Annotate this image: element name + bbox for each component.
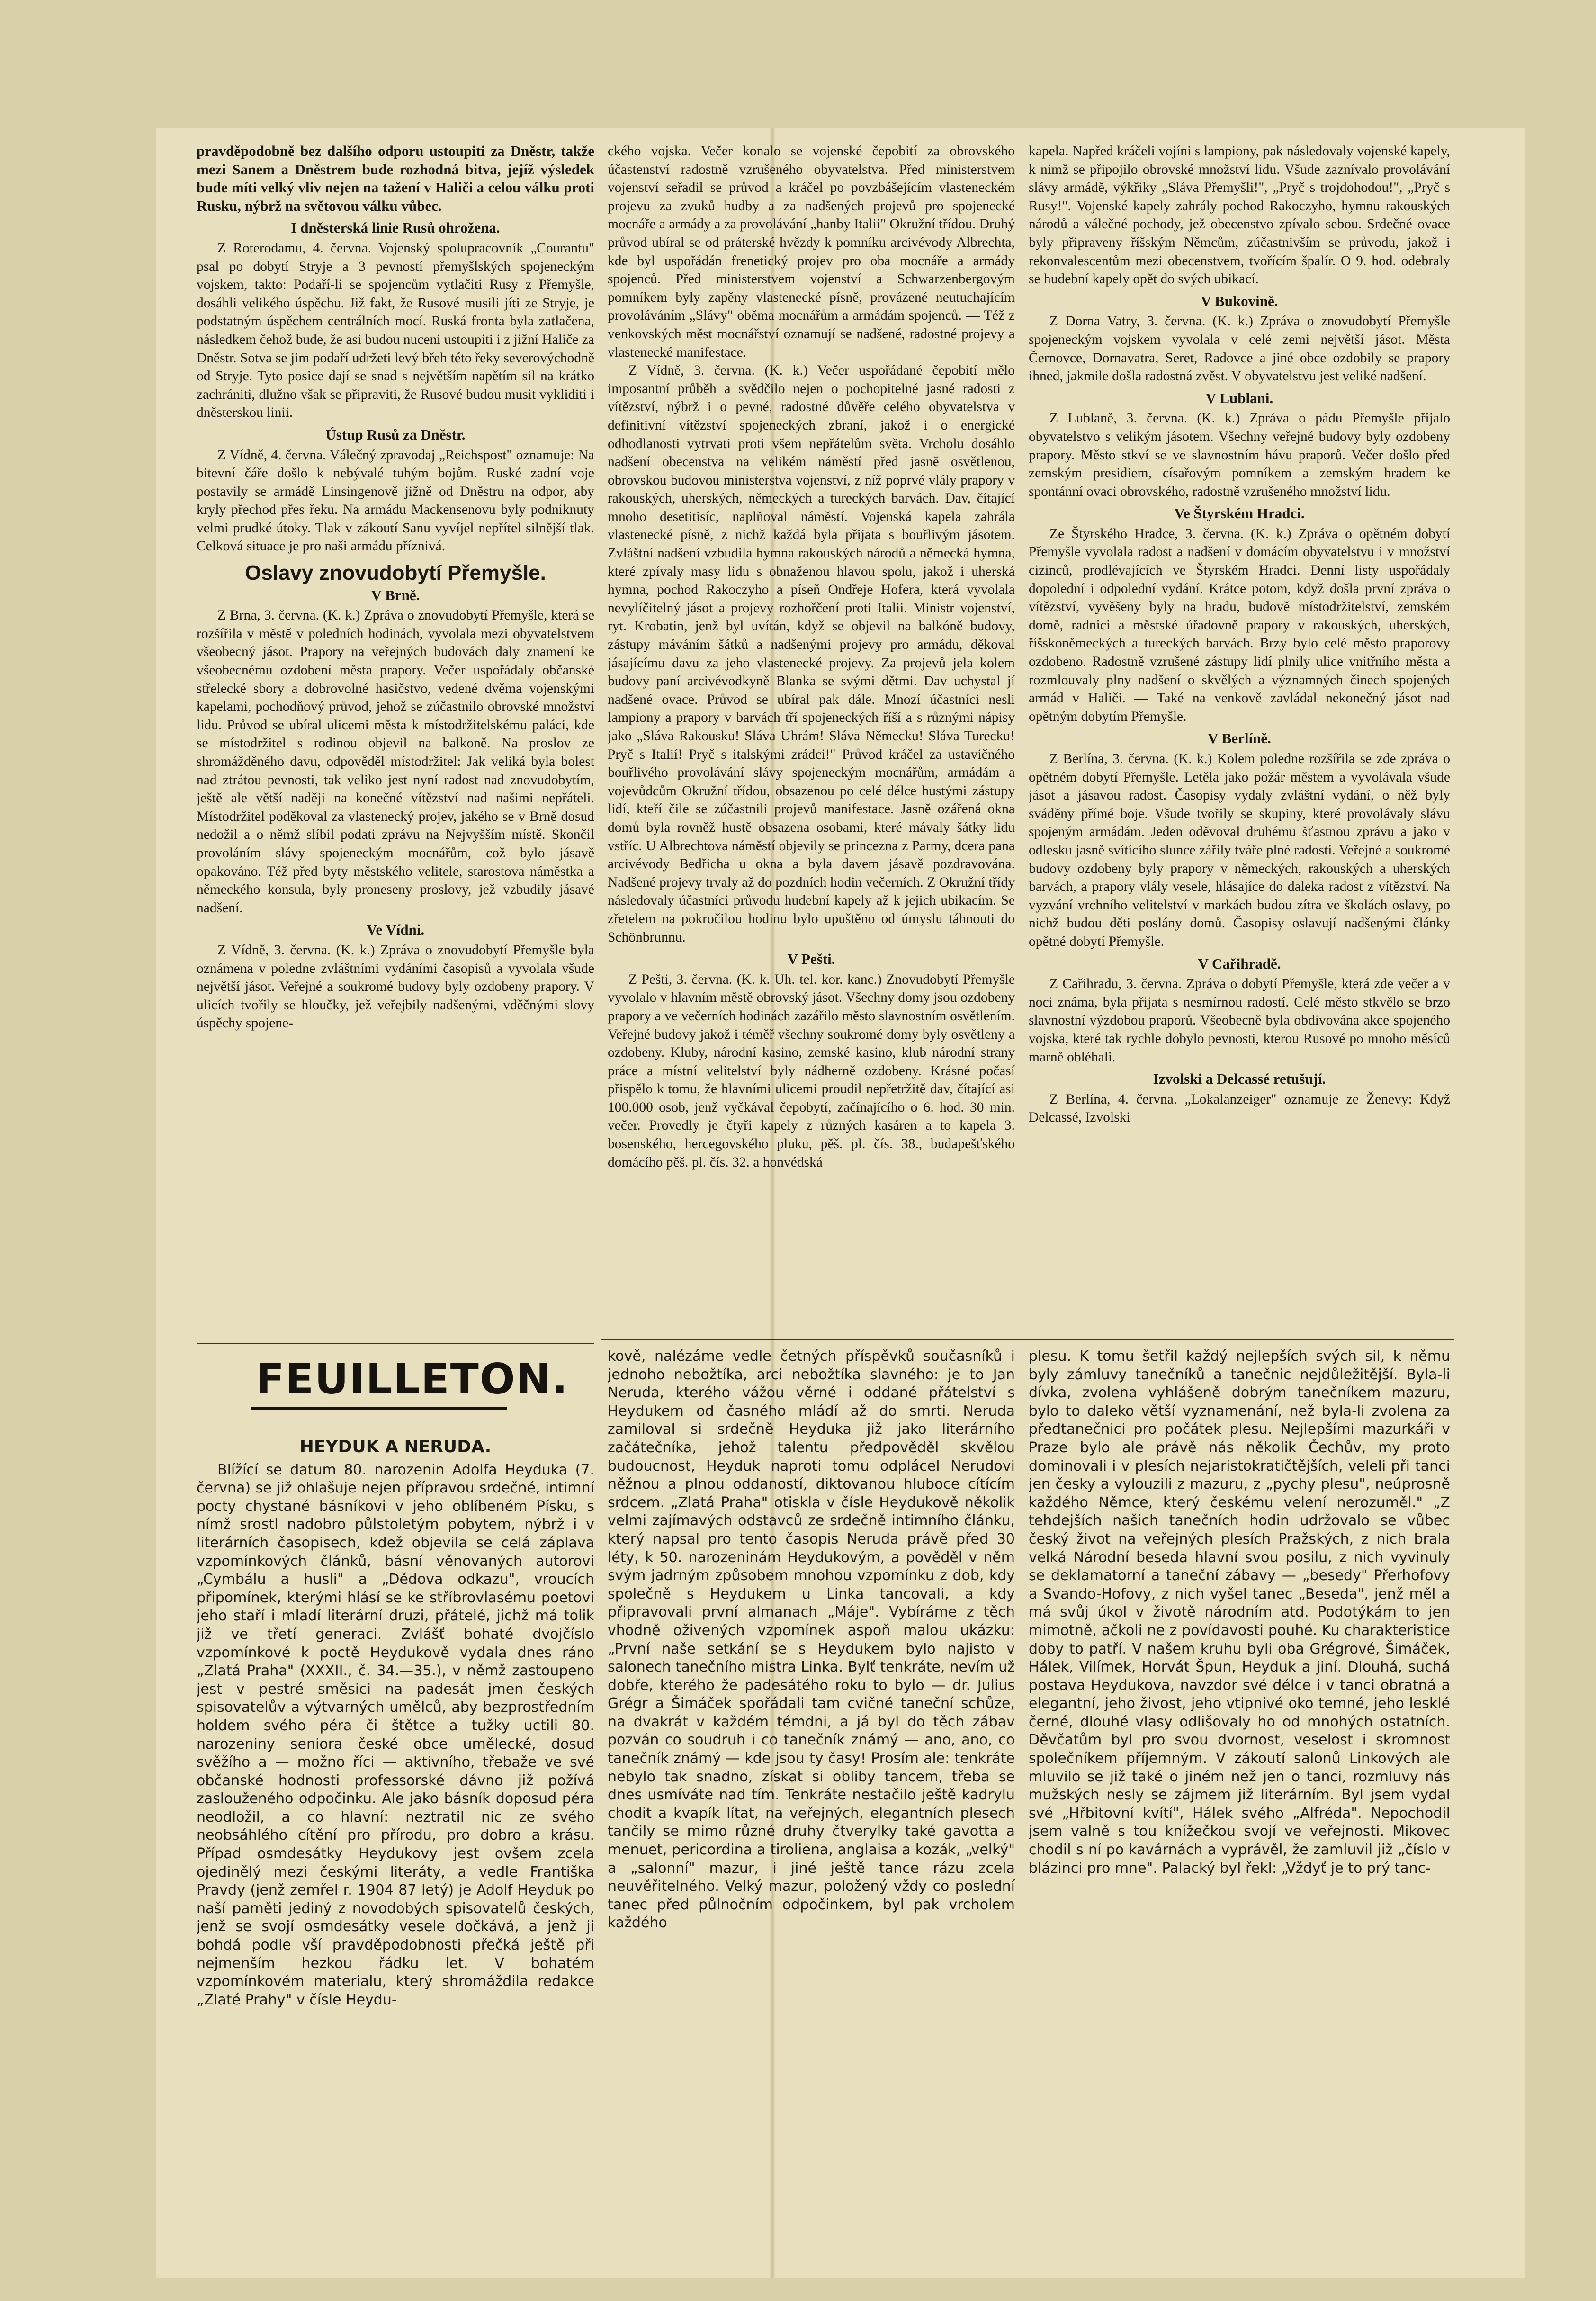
heading-brno: V Brně.: [371, 586, 420, 603]
article-paragraph: Z Berlína, 3. června. (K. k.) Kolem poledne rozšířila se zde zpráva o opětném dobytí Přemyšle. Letěla jako požár městem a vyvolávala všude jásot a jásavou radost. Časopisy vydaly zvláštní vydání, o něž byly sváděny přímé boje. Všude tvořily se skupiny, které provolávaly slávu spojeným armádám. Jeden oděvoval druhému šťastnou zprávu a jako v odlesku jasně svítícího slunce zářily tváře plné radosti. Veřejné a soukromé budovy ozdobeny byly prapory v německých, rakouských a uherských barvách, a prapory vlály vesele, hlásajíce do daleka radost z vítězství. Na vyzvání vrchního velitelství v markách budou zítra ve školách oslavy, po nichž budou děti poslány domů. Časopisy oslavují nadšenými články opětné dobytí Přemyšle.: [1029, 751, 1450, 949]
article-paragraph: Z Vídně, 3. června. (K. k.) Zpráva o znovudobytí Přemyšle byla oznámena v poledne zvláštními vydáními časopisů a vyvolala všude největší jásot. Veřejné a soukromé budovy byly ozdobeny prapory. V ulicích tvořily se hloučky, jež veřejbily nadšenými, vděčnými slovy úspěchy spojene-: [197, 942, 594, 1031]
feuilleton-paragraph: kově, nalézáme vedle četných příspěvků současníků i jednoho nebožtíka, arci nebožtíka slavného: je to Jan Neruda, kterého vážou věrné i oddané přátelství s Heydukem od časného mládí až do smrti. Neruda zamiloval si srdečně Heyduka již jako literárního začátečníka, jehož talentu předpověděl skvělou budoucnost, Heyduk naproti tomu odplácel Nerudovi něžnou a plnou oddaností, diktovanou hlubocе cítícím srdcem. „Zlatá Praha" otiskla v čísle Heydukově několik velmi zajímavých odstavců ze srdečně intimního článku, který napsal pro tento časopis Neruda právě před 30 léty, k 50. narozeninám Heydukovým, a pověděl v něm svým jadrným způsobem mnohou vzpomínku z dob, kdy společně s Heydukem u Linka tancovali, a kdy připravovali první almanach „Máje". Vybíráme z těch vhodně oživených vzpomínek aspoň malou ukázku: „První naše setkání se s Heydukem bylo najisto v salonech tanečního mistra Linka. Bylť tenkráte, nevím už dobře, kterého že padesátého roku to bylo — dr. Julius Grégr a Šimáček spořádali tam cvičné taneční schůze, na dvakrát v každém témdni, a já byl do těch zábav pozván co soudruh i co tanečník známý — ano, ano, co tanečník známý — kde jsou ty časy! Prosím ale: tenkráte nebylo tak snadno, získat si oblibу tancem, třeba se dnes usmíváte nad tím. Tenkráte nestačilo ještě kadrylu chodit a kvapík lítat, na veřejných, elegantních plesech tančily se mimo různé druhy čtverylky také gavotta a menuet, pericordina a tiroliena, anglaisa a kozák, „velký" a „salonní" mazur, i jiné ještě tance rázu zcela neuvěřitelného. Velký mazur, položený vždy co poslední tanec před půlnočním odpočinkem, byl pak vrcholem každého: [608, 1348, 1015, 1932]
heading-izvolski: Izvolski a Delcassé retušují.: [1153, 1070, 1326, 1088]
heading-berlin: V Berlíně.: [1208, 730, 1271, 747]
heading-bukovina: V Bukovině.: [1201, 292, 1278, 309]
feuilleton-title: HEYDUK A NERUDA.: [299, 1437, 492, 1456]
heading-dnestr-line: I dněsterská linie Rusů ohrožena.: [291, 219, 500, 236]
feuilleton-separator: [601, 1339, 1454, 1340]
heading-constantinople: V Cařihradě.: [1198, 955, 1281, 972]
heading-vienna: Ve Vídni.: [366, 921, 425, 938]
feuilleton-column-3: [1029, 1348, 1450, 2250]
intro-paragraph: pravděpodobně bez dalšího odporu ustoupiti za Dněstr, takže mezi Sanem a Dněstrem bude rozhodná bitva, jejíž výsledek bude míti velký vliv nejen na tažení v Haliči a celou válku proti Rusku, nýbrž na světovou válku vůbec.: [197, 143, 594, 214]
article-paragraph: Z Cařihradu, 3. června. Zpráva o dobytí Přemyšle, která zde večer a v noci známa, byla přijata s nesmírnou radostí. Celé město stkvělo se brzo slavnostní výzdobou praporů. Všeobecně byla obdivována akce spojeného vojska, které tak rychle dobylo pevnosti, kterou Rusové po mnoho měsíců marně obléhali.: [1029, 976, 1450, 1065]
article-paragraph: Z Dorna Vatry, 3. června. (K. k.) Zpráva o znovudobytí Přemyšle spojeneckým vojskem vyvolala v celé zemi největší jásot. Města Černovce, Dornavatra, Seret, Radovce a jiné obce ozdobily se prapory ihned, jakmile došla radostná zvěst. V obyvatelstvu jest veliké nadšení.: [1029, 314, 1450, 384]
article-paragraph: ckého vojska. Večer konalo se vojenské čepobití za obrovského účastenství radostně vzrušeného obyvatelstva. Před ministerstvem vojenství seřadil se průvod a kráčel po povzbášejícím vlasteneckém projevu za zvuků hudby a za nadšených projevů pro spojenecké mocnáře a armády a za provolávání „hanby Italii" Okružní třídou. Druhý průvod ubíral se od práterské hvězdy k pomníku arcivévody Albrechta, kde byl uspořádán frenetický projev pro oba mocnáře a armády spojenců. Před ministerstvem vojenství a Schwarzenbergovým pomníkem byly zapěny vlastenecké písně, provázené neutuchajícím provoláváním „Slávy" oběma mocnářům a armádám spojenců. — Též z venkovských měst mocnářství oznamují se nadšené, radostné projevy a vlastenecké manifestace.: [608, 144, 1015, 360]
article-paragraph: Z Lublaně, 3. června. (K. k.) Zpráva o pádu Přemyšle přijalo obyvatelstvo s velikým jásotem. Všechny veřejné budovy byly ozdobeny prapory. Město stkví se ve slavnostním hávu praporů. Večer došlo před zemským presidiem, císařovým pomníkem a zemským hradem ke spontánní ovaci obrovského, radostně vzrušeného množství lidu.: [1029, 411, 1450, 499]
article-paragraph: Z Berlína, 4. června. „Lokalanzeiger" oznamuje ze Ženevy: Když Delcassé, Izvolski: [1029, 1091, 1450, 1125]
article-paragraph: Z Vídně, 4. června. Válečný zpravodaj „Reichspost" oznamuje: Na bitevní čáře došlo k nebývalé tuhým bojům. Ruské zadní voje postavily se armádě Linsingenově jižně od Dněstru na odpor, aby kryly přechod přes řeku. Na armádu Mackensenovu byly podniknuty velmi prudké útoky. Tlak v zákoutí Sanu vyvíjel nepřítel silnější tlak. Celková situace je pro naši armádu příznivá.: [197, 447, 594, 554]
heading-pest: V Pešti.: [787, 951, 835, 968]
article-paragraph: Z Vídně, 3. června. (K. k.) Večer uspořádané čepobití mělo imposantní průběh a svědčilo nejen o pochopitelné jasné radosti z vítězství, nýbrž i o pevné, radostné důvěře celého obyvatelstva v definitivní vítězství spojeneckých zbraní, jakož i o energické odhodlanosti vytrvati proti všem nepřátelům světa. Vrcholu dosáhlo nadšení obecenstva na velikém náměstí před jasně osvětlenou, obrovskou budovou ministerstva vojenství, z níž poprvé vlály prapory v rakouských, uherských, německých a tureckých barvách. Dav, čítající mnoho desetitisíc, naplňoval náměstí. Vojenská kapela zahrála vlastenecké písně, z nichž každá byla přijata s bouřlivým jásotem. Zvláštní nadšení vzbudila hymna rakouských národů a německá hymna, které zpívaly masy lidu s obnaženou hlavou spolu, jakož i uherská hymna, pochod Rakoczyho a píseň Ondřeje Hofera, která vyvolala nevylíčitelný jásot a projevy rozhořčení proti Italii. Ministr vojenství, ryt. Krobatin, jenž byl uvítán, když se objevil na balkóně budovy, zástupy máváním šátků a nadšenými projevy pro armádu, děkoval jásajícímu davu za jeho vlastenecké projevy. Za projevů jela kolem budovy paní arcivévodkyně Blanka se svými dětmi. Dav uchystal jí nadšené ovace. Průvod se ubíral pak dále. Mnozí účastníci nesli lampiony a prapory v barvách tří spojeneckých říší a s různými nápisy jako „Sláva Rakousku! Sláva Uhrám! Sláva Německu! Sláva Turecku! Pryč s Italií! Pryč s italskými zrádci!" Průvod kráčel za ustavičného bouřlivého provolávání slávy spojeneckým mocnářům, armádám a vojevůdcům Okružní třídou, obsazenou po celé délce hustými zástupy lidí, kteří čile se zúčastnili projevů manifestace. Jasně ozářená okna domů byla rovněž hustě obsazena osobami, které mávaly šátky lidu vstříc. U Albrechtova náměstí objevily se princezna z Parmy, dcera pana arcivévody Bedřicha u okna a byla davem jásavě pozdravována. Nadšené projevy trvaly až do pozdních hodin večerních. Z Okružní třídy následovaly účastníci průvodu hudební kapely až k jejich ubikacím. Se zřetelem na pokročilou hodinu bylo upuštěno od úmyslu táhnouti do Schönbrunnu.: [608, 363, 1015, 945]
article-paragraph: Ze Štyrského Hradce, 3. června. (K. k.) Zpráva o opětném dobytí Přemyšle vyvolala radost a nadšení v domácím obyvatelstvu i v množství cizinců, prodlévajících ve Štyrském Hradci. Denní listy uspořádaly dopolední i odpolední vydání. Krátce potom, když došla první zpráva o vítězství, vyvěšeny byly na hradu, budově místodržitelství, zemském domě, radnici a městské úřadovně prapory v rakouských, uherských, říšskoněmeckých a tureckých barvách. Brzy bylo celé město praporovy ozdobeno. Radostně vzrušené zástupy lidí plnily ulice vnitřního města a rozmlouvaly plny nadšení o skvělých a významných činech spojených armád v Haliči. — Také na venkově zavládal nekonečný jásot nad opětným dobytím Přemyšle.: [1029, 526, 1450, 724]
heading-retreat: Ústup Rusů za Dněstr.: [325, 426, 466, 443]
feuilleton-separator: [197, 1343, 594, 1344]
feuilleton-paragraph: Blížící se datum 80. narozenin Adolfa Heyduka (7. června) se již ohlašuje nejen přípravou srdečné, intimní pocty chystané básníkovi v jeho oblíbeném Písku, s nímž srostl nadobro půlstoletým pobytem, nýbrž i v literárních časopisech, kdež objevila se celá záplava vzpomínkových článků, básní věnovaných autorovi „Cymbálu a husli" a „Dědova odkazu", vroucích připomínek, kterými hlásí se ke stříbrovlasému poetovi jeho staří i mladí literární druzi, přátelé, jichž má tolik již ve třetí generaci. Zvlášť bohaté dvojčíslo vzpomínkové k poctě Heydukově vydala dnes ráno „Zlatá Praha" (XXXII., č. 34.—35.), v němž zastoupeno jest v pestré směsici na padesát jmen českých spisovatelův a výtvarných umělců, aby bezprostředním holdem svého péra či štětce a tužky uctili 80. narozeniny seniora české obce umělecké, dosud svěžího a — možno říci — aktivního, třebaže ve své občanské hodnosti professorské dávno již požívá zaslouženého odpočinku. Ale jako básník doposud péra neodložil, a co hlavní: neztratil nic ze svého neobsáhlého cítění pro přírodu, pro dobro a krásu. Případ osmdesátky Heydukovy jest ovšem zcela ojedinělý mezi českými literáty, a vedle Františka Pravdy (jenž zemřel r. 1904 87 letý) je Adolf Heyduk po naší paměti jediný z novodobých spisovatelů českých, jenž se svojí osmdesátky vesele dočkává, a jenž ji bohdá podle vší pravděpodobnosti přečká ještě při nejmenším hezkou řádku let. V bohatém vzpomínkovém materialu, který shromáždila redakce „Zlaté Prahy" v čísle Heydu-: [197, 1461, 594, 2008]
news-column-3: [1029, 142, 1450, 1338]
article-paragraph: Z Pešti, 3. června. (K. k. Uh. tel. kor. kanc.) Znovudobytí Přemyšle vyvolalo v hlavním městě obrovský jásot. Všechny domy jsou ozdobeny prapory a ve večerních hodinách zazářilo město slavnostním osvětlením. Veřejné budovy jakož i téměř všechny soukromé domy byly osvětleny a ozdobeny. Kluby, národní kasino, zemské kasino, klub národní strany práce a místní velitelství byly nádherně ozdobeny. Krásné počasí přispělo k tomu, že hlavními ulicemi proudil nepřetržitě dav, čítající asi 100.000 osob, jenž vyčkával čepobytí, začínajícího o 6. hod. 30 min. večer. Provedly je čtyři kapely z různých kasáren a to kapela 3. bosenského, hercegovského pluku, pěš. pl. čís. 38., budapešťského domácího pěš. pl. čís. 32. a honvédská: [608, 971, 1015, 1170]
news-column-1: [197, 142, 594, 1336]
article-paragraph: Z Roterodamu, 4. června. Vojenský spolupracovník „Courantu" psal po dobytí Stryje a 3 pevností přemyšlských spojeneckým vojskem, takto: Podaří-li se spojencům vytlačiti Rusy z Přemyšle, dosáhli velikého úspěchu. Již fakt, že Rusové musili jíti ze Stryje, je podstatným úspěchem centrálních mocí. Ruská fronta byla zatlačena, následkem čehož bude, že asi budou nuceni ustoupiti i z jižní Haliče za Dněstr. Sotva se jim podaří udržeti levý břeh této řeky severovýchodně od Stryje. Tyto posice dají se snad s největším napětím sil na krátko zachrániti, dlužno však se připraviti, že Rusové budou musit vykliditi i dněsterskou linii.: [197, 240, 594, 421]
feuilleton-column-1: [197, 1435, 594, 2250]
heading-ljubljana: V Lublani.: [1205, 389, 1273, 406]
heading-graz: Ve Štyrském Hradci.: [1174, 505, 1305, 522]
feuilleton-banner: FEUILLETON.: [256, 1355, 569, 1403]
article-paragraph: Z Brna, 3. června. (K. k.) Zpráva o znovudobytí Přemyšle, která se rozšířila v městě v poledních hodinách, vyvolala mezi obyvatelstvem všeobecný jásot. Prapory na veřejných budovách daly znamení ke všeobecnému ozdobení města prapory. Večer uspořádaly občanské střelecké sbory a dobrovolné hasičstvo, vedené dvěma vojenskými kapelami, pochodňový průvod, jehož se zúčastnilo obrovské množství lidu. Průvod se ubíral ulicemi města k místodržitelskému paláci, kde se místodržitel s rodinou objevil na balkoně. Na proslov ze shromážděného davu, odpověděl místodržitel: Jak veliká byla bolest nad ztrátou pevnosti, tak veliko jest nyní radost nad znovudobytím, ještě ale větší naději na konečné vítězství nad našimi nepřáteli. Místodržitel poděkoval za vlastenecký projev, jakého se v Brně dosud nedožil a o němž slíbil podati zprávu na Nejvyšším místě. Skončil provoláním slávy spojeneckým mocnářům, což bylo jásavě opakováno. Též před byty městského velitele, starostova náměstka a německého konsula, byly proneseny proslovy, jež vzbudily jásavé nadšení.: [197, 608, 594, 916]
article-paragraph: kapela. Napřed kráčeli vojíni s lampiony, pak následovaly vojenské kapely, k nimž se připojilo obrovské množství lidu. Všude zaznívalo provolávání slávy armádě, výkřiky „Sláva Přemyšli!", „Pryč s trojdohodou!", „Pryč s Rusy!". Vojenské kapely zahrály pochod Rakoczyho, hymnu rakouských národů a válečné pochody, jež obecenstvo zpívalo sebou. Srdečné ovace byly připraveny říšským Němcům, zúčastnivším se průvodu, jakož i rekonvalescentům mezi obecenstvem, tvořícím špalír. O 9. hod. odebraly se hudební kapely opět do svých ubikací.: [1029, 144, 1450, 287]
news-column-2: [608, 142, 1015, 1333]
feuilleton-paragraph: plesu. K tomu šetřil každý nejlepších svých sil, k němu byly zámluvy tanečníků a tanečnic nejdůležitější. Byla-li dívka, zvolena vyhlášeně dobrým tanečníkem mazuru, bylo to daleko větší vyznamenání, než byla-li zvolena za předtanečnici pro počátek plesu. Nejlepšími mazurkáři v Praze bylo ale právě nás několik Čechův, my proto dominovali i v plesích nejaristokratičtějších, veleli při tanci jen česky a vylouzili z mazuru, z „pychy plesu", neúprosně každého Němce, který českému velení nerozuměl." „Z tehdejších našich tanečních hodin udržovalo se vůbec český život na veřejných plesích Pražských, z nich brala velká Národní beseda hlavní svou posilu, z nich vyvinuly se deklamatorní a taneční zábavy — „besedy" Přerhofovy a Svando-Hofovy, z nich vyšel tanec „Beseda", jenž měl a má svůj úkol v životě národním atd. Podotýkám to jen mimotně, ačkoli ne z povídavosti pouhé. Ku charakteristice doby to patří. V našem kruhu byli oba Grégrové, Šimáček, Hálek, Vilímek, Horvát Špun, Heyduk a jiní. Dlouhá, suchá postava Heydukova, navzdor své délce i v tanci obratná a elegantní, jeho živost, jeho vtipnivé oko temné, jeho lesklé černé, dlouhé vlasy odlišovaly ho od mnohých ostatních. Děvčatům byl pro svou dvornost, veselost i skromnost společníkem příjemným. V zákoutí salonů Linkových ale mluvilo se již také o jiném než jen o tanci, rozmluvy nás mužských nesly se zájmem již literárním. Byl jsem vydal své „Hřbitovní kvítí", Hálek svého „Alfréda". Nepochodil jsem valně s tou knížečkou svojí ve veřejnosti. Mikovec chodil s ní po kavárnách a vyprávěl, že zamluvil již „číslo v blázinci pro mne". Palacký byl řekl: „Vždyť je to prý tanc-: [1029, 1348, 1450, 1877]
heading-celebrations: Oslavy znovudobytí Přemyšle.: [245, 561, 546, 585]
feuilleton-column-2: [608, 1348, 1015, 2250]
